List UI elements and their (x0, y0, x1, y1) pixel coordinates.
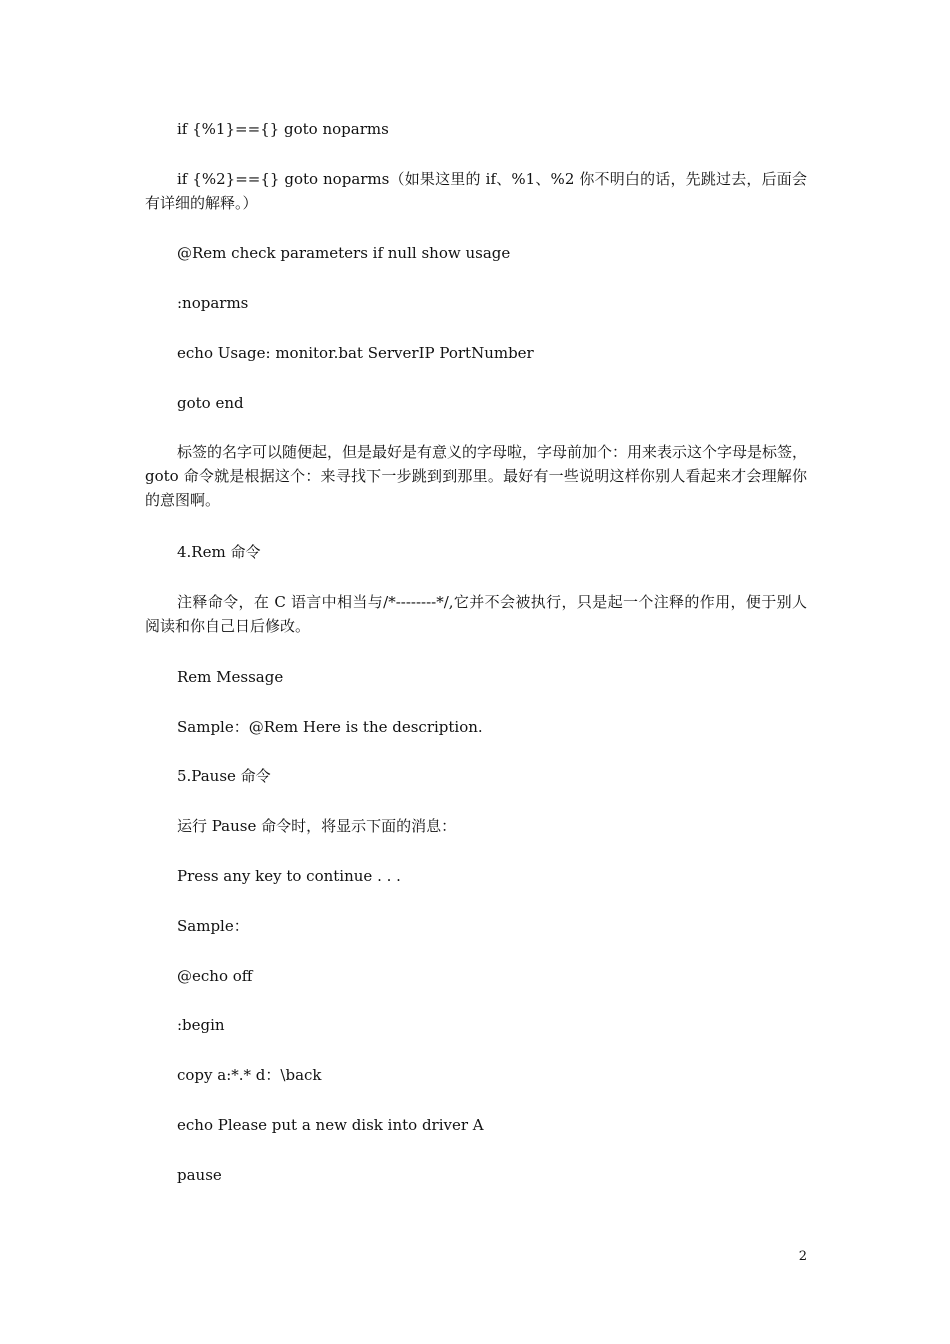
paragraph-20: pause (177, 1166, 222, 1184)
paragraph-9: 注释命令，在 C 语言中相当与/*--------*/,它并不会被执行，只是起一个注释的作用，便于别人阅读和你自己日后修改。 (145, 593, 807, 635)
paragraph-17: :begin (177, 1016, 225, 1034)
paragraph-13: 运行 Pause 命令时，将显示下面的消息： (177, 817, 457, 835)
paragraph-18: copy a:*.* d：\back (177, 1066, 322, 1084)
paragraph-1: if {%1}=={} goto noparms (177, 120, 389, 138)
page-number: 2 (798, 1249, 807, 1264)
section-heading-pause: 5.Pause 命令 (177, 767, 271, 785)
paragraph-15: Sample： (177, 917, 249, 935)
section-heading-rem: 4.Rem 命令 (177, 543, 261, 561)
paragraph-2: if {%2}=={} goto noparms（如果这里的 if、%1、%2 你不明白的话，先跳过去，后面会有详细的解释。） (145, 170, 807, 212)
paragraph-5: echo Usage: monitor.bat ServerIP PortNumber (177, 344, 534, 362)
paragraph-3: @Rem check parameters if null show usage (177, 244, 511, 262)
paragraph-4: :noparms (177, 294, 249, 312)
paragraph-10: Rem Message (177, 668, 284, 686)
paragraph-14: Press any key to continue . . . (177, 867, 401, 885)
paragraph-7: 标签的名字可以随便起，但是最好是有意义的字母啦，字母前加个：用来表示这个字母是标签，goto 命令就是根据这个：来寻找下一步跳到到那里。最好有一些说明这样你别人看起来才会理解你的意图啊。 (145, 443, 808, 509)
paragraph-16: @echo off (177, 967, 253, 985)
paragraph-19: echo Please put a new disk into driver A (177, 1116, 484, 1134)
paragraph-6: goto end (177, 394, 244, 412)
paragraph-11: Sample：@Rem Here is the description. (177, 718, 483, 736)
